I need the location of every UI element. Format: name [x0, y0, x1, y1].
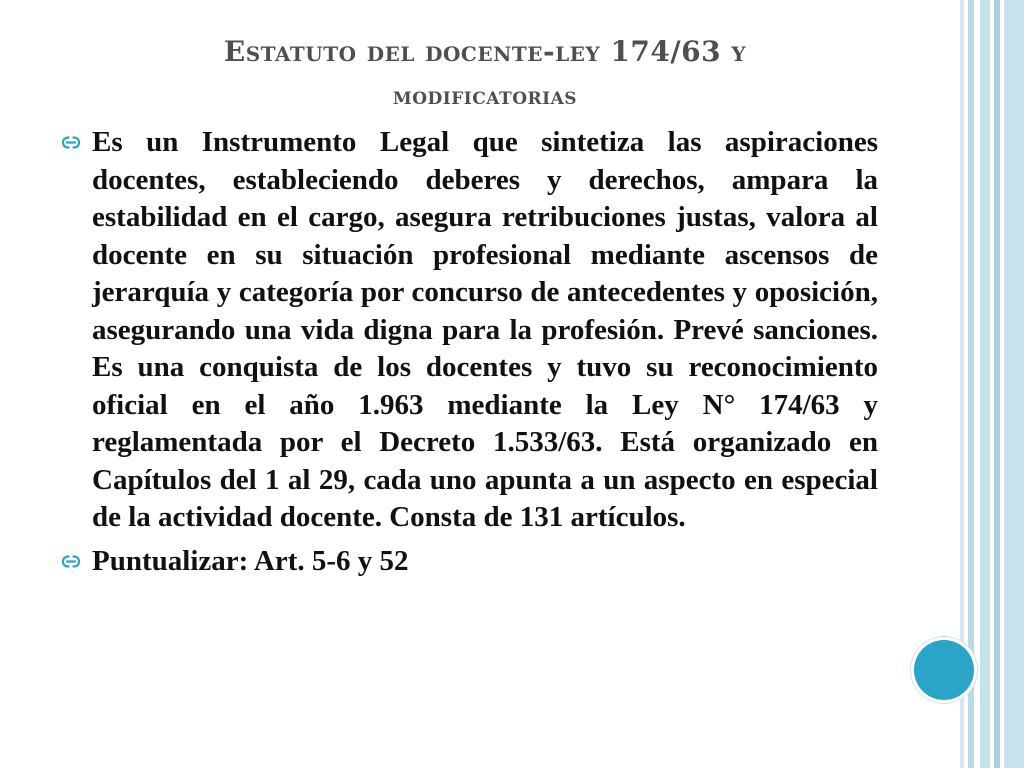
decorative-circle: [914, 640, 974, 700]
bullet-text: Es un Instrumento Legal que sintetiza las aspiraciones docentes, estableciendo deberes y derechos, ampara la estabilidad en el cargo, asegura retribuciones justas, valora al docente en su situación profesional mediante ascensos de jerarquía y categoría por concurso de antecedentes y oposición, asegurando una vida digna para la profesión. Prevé sanciones. Es una conquista de los docentes y tuvo su reconocimiento oficial en el año 1.963 mediante la Ley N° 174/63 y reglamentada por el Decreto 1.533/63. Está organizado en Capítulos del 1 al 29, cada uno apunta a un aspecto en especial de la actividad docente. Consta de 131 artículos.: [92, 126, 878, 533]
title-line-2: modificatorias: [392, 81, 578, 110]
stripe: [980, 0, 990, 768]
bullet-item: [62, 124, 878, 537]
bullet-list: [62, 124, 878, 586]
title-line-1: Estatuto del docente-ley 174/63 y: [223, 35, 747, 68]
decorative-stripes: [960, 0, 1024, 768]
bullet-icon: [62, 555, 80, 568]
stripe: [994, 0, 1000, 768]
bullet-icon: [62, 136, 80, 149]
slide-title: [60, 30, 910, 118]
bullet-item: [62, 543, 878, 581]
stripe: [1004, 0, 1024, 768]
bullet-text: Puntualizar: Art. 5-6 y 52: [92, 544, 409, 577]
stripe: [976, 0, 979, 768]
